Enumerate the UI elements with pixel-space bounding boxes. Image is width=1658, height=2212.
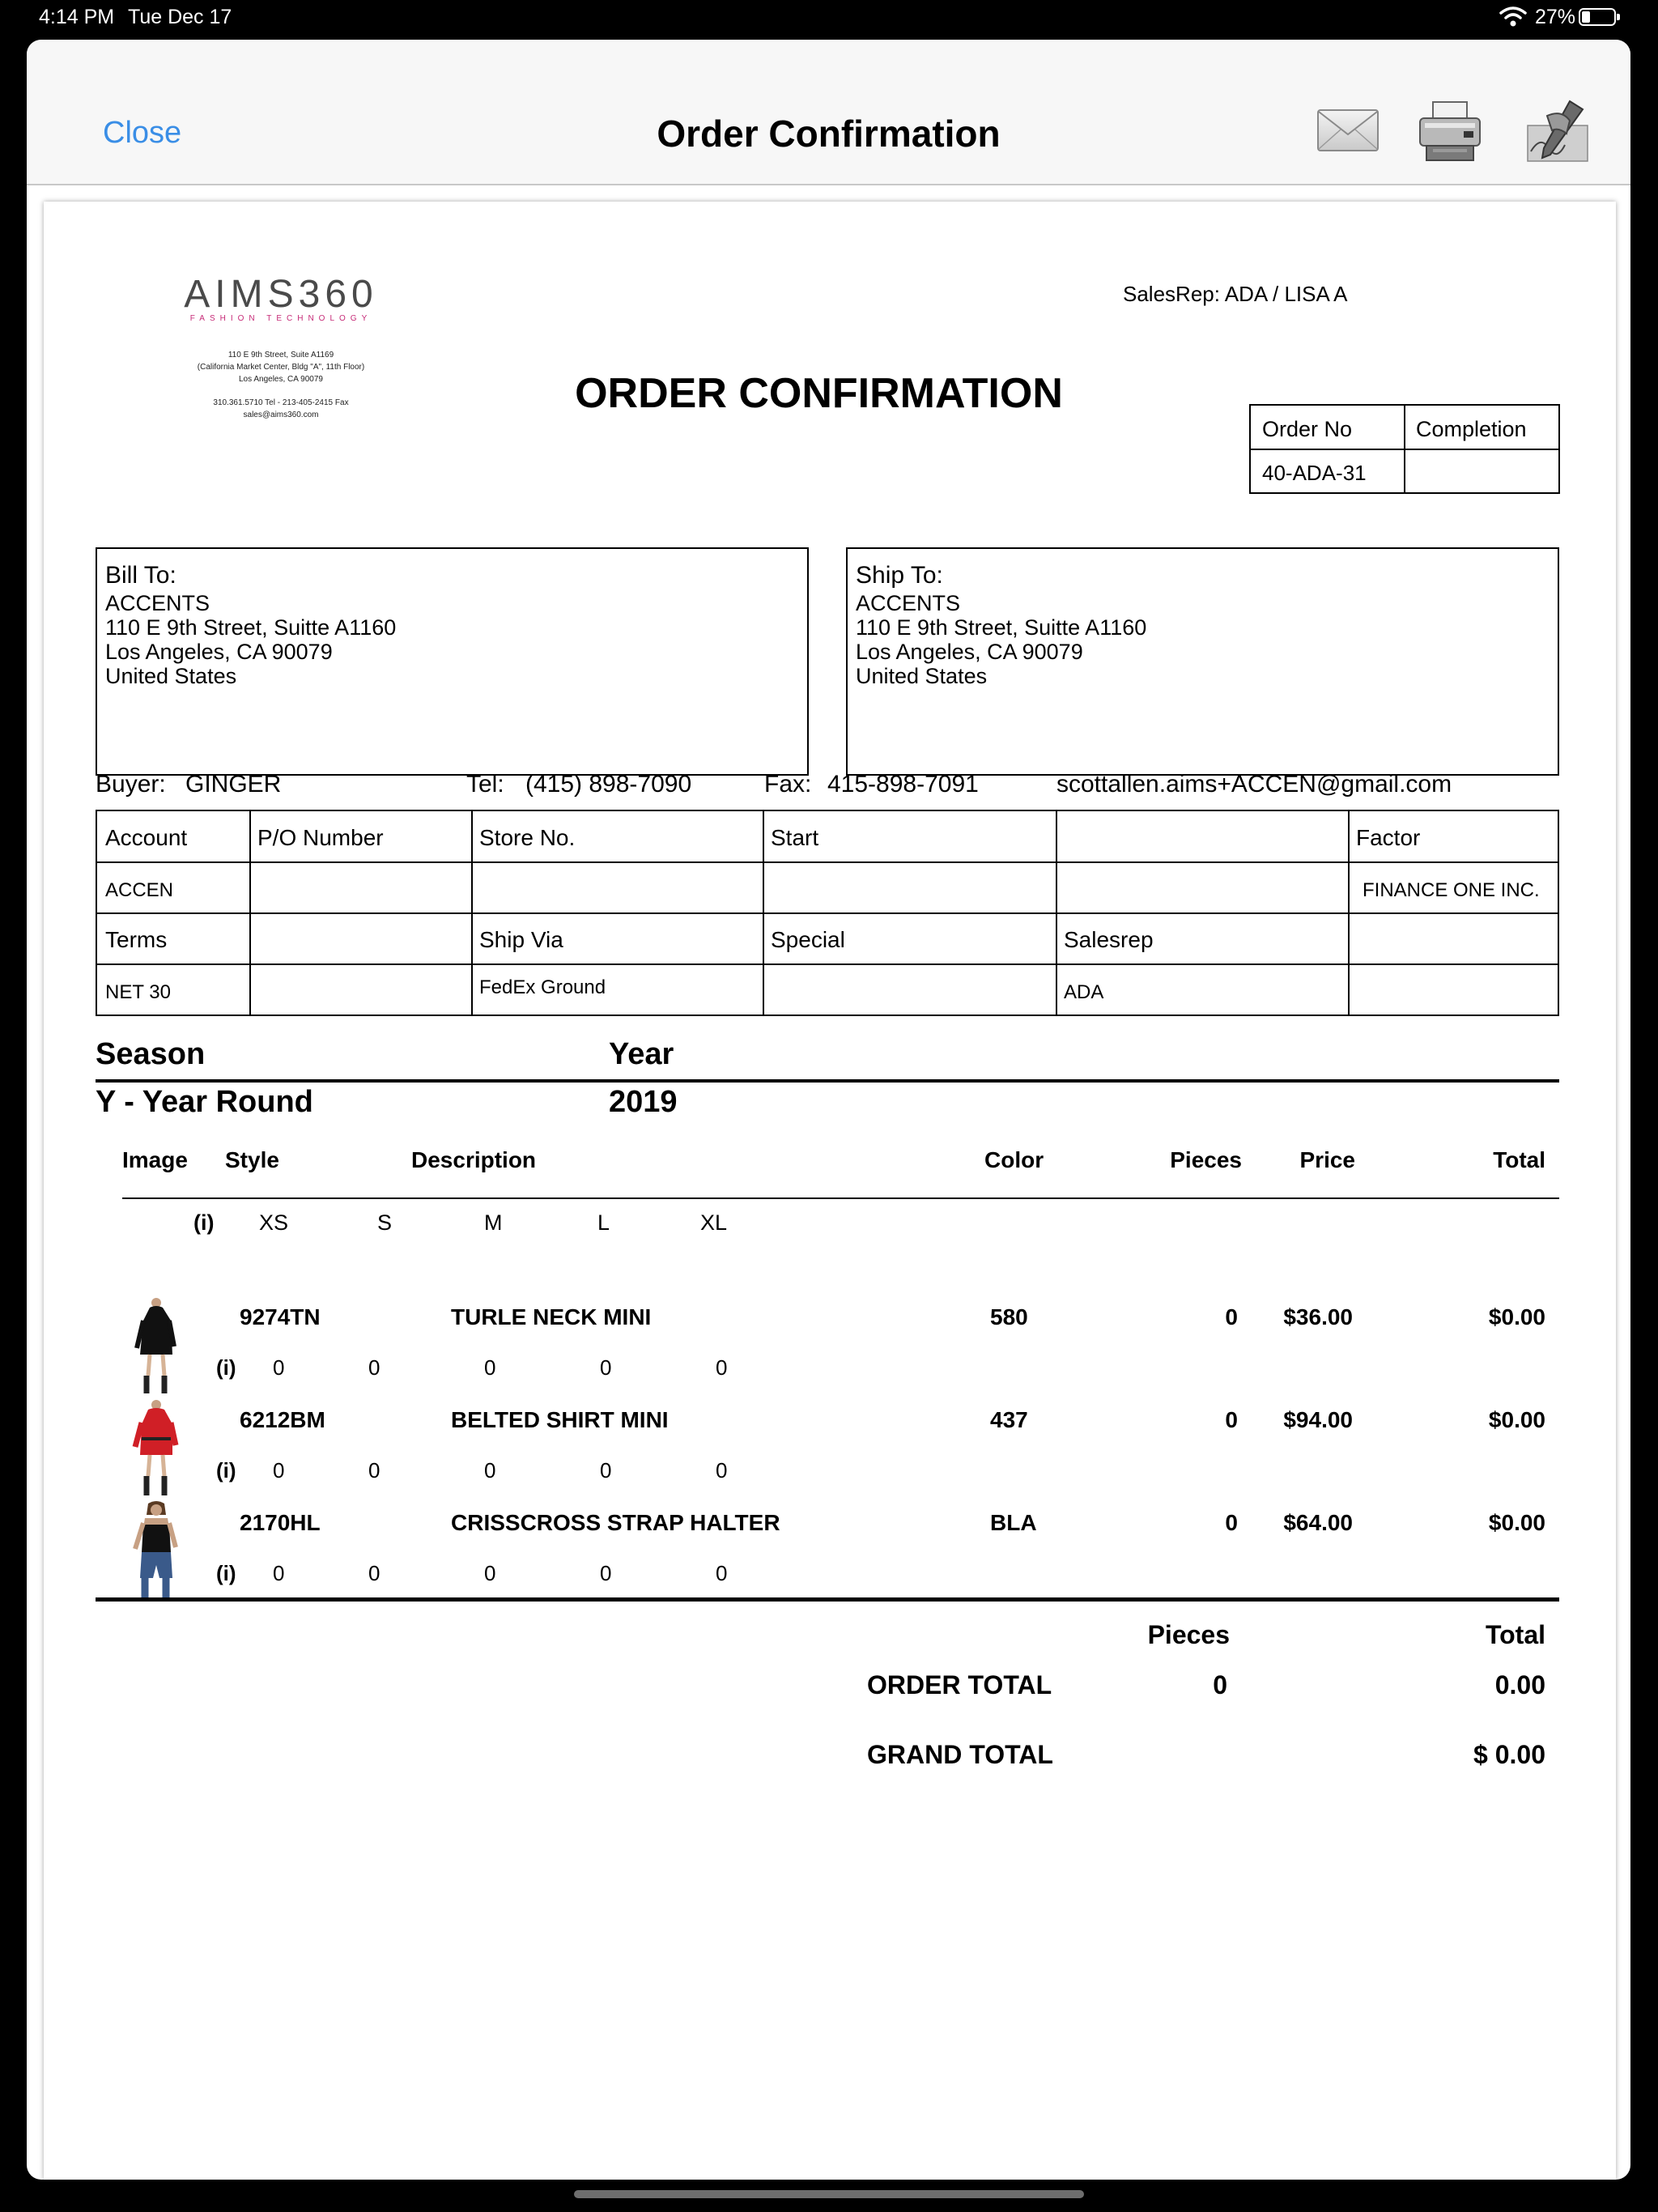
bill-to-street: 110 E 9th Street, Suitte A1160 [105,615,397,640]
status-bar [0,0,1658,36]
nav-title: Order Confirmation [657,113,1001,155]
order-info-grid [96,810,1559,1016]
salesrep-value: ADA [1064,981,1104,1003]
item-pieces: 0 [1225,1407,1238,1432]
home-indicator[interactable] [574,2190,1084,2198]
col-style: Style [225,1147,279,1172]
item-qty-l[interactable]: 0 [600,1561,612,1585]
document-title: ORDER CONFIRMATION [575,370,1063,417]
bill-to-city: Los Angeles, CA 90079 [105,640,333,664]
item-qty-m[interactable]: 0 [484,1561,496,1585]
ship-to-box [846,547,1559,776]
col-price: Price [1299,1147,1355,1172]
battery-icon [1579,8,1616,26]
item-style: 6212BM [240,1407,325,1432]
special-label: Special [771,927,845,952]
col-image: Image [122,1147,188,1172]
nav-bar [27,40,1630,185]
logo-email: sales@aims360.com [243,410,319,419]
salesrep-header: SalesRep: ADA / LISA A [1123,282,1348,306]
item-pieces: 0 [1225,1304,1238,1329]
item-pieces: 0 [1225,1510,1238,1535]
completion-value [1405,449,1427,472]
po-number-label: P/O Number [257,825,384,850]
status-time: 4:14 PM [39,6,115,28]
size-m: M [484,1210,503,1235]
totals-pieces-label: Pieces [1147,1620,1230,1649]
item-style: 9274TN [240,1304,321,1329]
item-qty-xl[interactable]: 0 [716,1458,728,1482]
item-qty-xs[interactable]: 0 [273,1355,285,1380]
item-total: $0.00 [1488,1407,1545,1432]
size-xs: XS [259,1210,289,1235]
factor-value: FINANCE ONE INC. [1363,879,1540,901]
order-no-label: Order No [1262,417,1353,441]
order-confirmation-sheet [27,40,1630,2180]
season-label: Season [96,1037,206,1071]
col-description: Description [411,1147,537,1172]
size-xl: XL [700,1210,728,1235]
account-label: Account [105,825,188,850]
item-qty-s[interactable]: 0 [368,1561,380,1585]
fax-value: 415-898-7091 [827,771,979,798]
item-color: BLA [990,1510,1037,1535]
season-value: Y - Year Round [96,1085,313,1119]
totals-total-label: Total [1485,1620,1545,1649]
ship-via-value: FedEx Ground [479,976,606,998]
item-description: CRISSCROSS STRAP HALTER [451,1510,780,1535]
factor-label: Factor [1356,825,1421,850]
logo-address-line: Los Angeles, CA 90079 [239,375,323,384]
buyer-label: Buyer: [96,771,166,798]
bill-to-name: ACCENTS [105,591,210,615]
ship-to-name: ACCENTS [856,591,961,615]
item-info-button[interactable]: (i) [216,1355,236,1380]
document-page [44,202,1616,2180]
ship-to-label: Ship To: [856,562,943,589]
item-info-button[interactable]: (i) [216,1561,236,1585]
item-description: TURLE NECK MINI [451,1304,652,1329]
ship-to-country: United States [856,664,988,688]
tel-label: Tel: [466,771,504,798]
sign-pen-icon[interactable] [1523,98,1589,163]
close-button[interactable]: Close [103,116,182,150]
order-total-pieces: 0 [1213,1670,1227,1699]
item-qty-s[interactable]: 0 [368,1355,380,1380]
item-style: 2170HL [240,1510,321,1535]
bill-to-country: United States [105,664,237,688]
item-qty-m[interactable]: 0 [484,1458,496,1482]
completion-label: Completion [1416,417,1527,441]
logo-address-line: 110 E 9th Street, Suite A1169 [227,351,334,359]
item-description: BELTED SHIRT MINI [451,1407,669,1432]
item-color: 437 [990,1407,1028,1432]
item-qty-m[interactable]: 0 [484,1355,496,1380]
item-total: $0.00 [1488,1510,1545,1535]
email-icon[interactable] [1316,107,1380,154]
items-divider [96,1597,1559,1602]
col-total: Total [1493,1147,1545,1172]
salesrep-label: Salesrep [1064,927,1154,952]
ship-via-label: Ship Via [479,927,563,952]
fax-label: Fax: [764,771,812,798]
store-no-label: Store No. [479,825,576,850]
grand-total-value: $ 0.00 [1473,1740,1545,1769]
status-date: Tue Dec 17 [128,6,232,28]
header-divider [122,1197,1559,1199]
buyer-value: GINGER [185,771,282,798]
year-label: Year [609,1037,674,1071]
logo-phone: 310.361.5710 Tel - 213-405-2415 Fax [213,398,349,407]
item-qty-l[interactable]: 0 [600,1355,612,1380]
bill-to-label: Bill To: [105,562,176,589]
item-qty-s[interactable]: 0 [368,1458,380,1482]
account-value: ACCEN [105,879,174,901]
item-price: $64.00 [1283,1510,1353,1535]
order-total-value: 0.00 [1494,1670,1545,1699]
battery-percent: 27% [1535,6,1576,28]
item-price: $94.00 [1283,1407,1353,1432]
logo-wordmark: AIMS360 [184,273,378,316]
bill-to-box [96,547,809,776]
item-price: $36.00 [1283,1304,1353,1329]
item-image-2170hl[interactable] [127,1500,184,1601]
logo-address-line: (California Market Center, Bldg "A", 11th Floor) [197,363,365,372]
item-image-9274tn[interactable] [127,1296,184,1397]
item-color: 580 [990,1304,1028,1329]
start-label: Start [771,825,819,850]
ship-to-city: Los Angeles, CA 90079 [856,640,1083,664]
item-info-button[interactable]: (i) [216,1458,236,1482]
col-color: Color [984,1147,1044,1172]
terms-value: NET 30 [105,981,171,1003]
order-total-label: ORDER TOTAL [867,1670,1052,1699]
grand-total-label: GRAND TOTAL [867,1740,1053,1769]
buyer-email: scottallen.aims+ACCEN@gmail.com [1056,771,1452,798]
item-total: $0.00 [1488,1304,1545,1329]
ship-to-street: 110 E 9th Street, Suitte A1160 [856,615,1147,640]
item-qty-xs[interactable]: 0 [273,1561,285,1585]
size-l: L [597,1210,610,1235]
printer-icon[interactable] [1417,100,1483,162]
order-no-value: 40-ADA-31 [1262,461,1367,485]
col-pieces: Pieces [1170,1147,1242,1172]
wifi-icon [1499,5,1527,28]
size-info-header: (i) [193,1210,215,1235]
item-qty-xs[interactable]: 0 [273,1458,285,1482]
item-qty-xl[interactable]: 0 [716,1355,728,1380]
tel-value: (415) 898-7090 [525,771,692,798]
terms-label: Terms [105,927,168,952]
season-divider [96,1079,1559,1083]
item-image-6212bm[interactable] [127,1398,184,1499]
year-value: 2019 [609,1085,678,1119]
item-qty-l[interactable]: 0 [600,1458,612,1482]
item-qty-xl[interactable]: 0 [716,1561,728,1585]
order-number-box [1249,404,1560,494]
logo-tagline: FASHION TECHNOLOGY [189,314,372,323]
size-s: S [377,1210,393,1235]
